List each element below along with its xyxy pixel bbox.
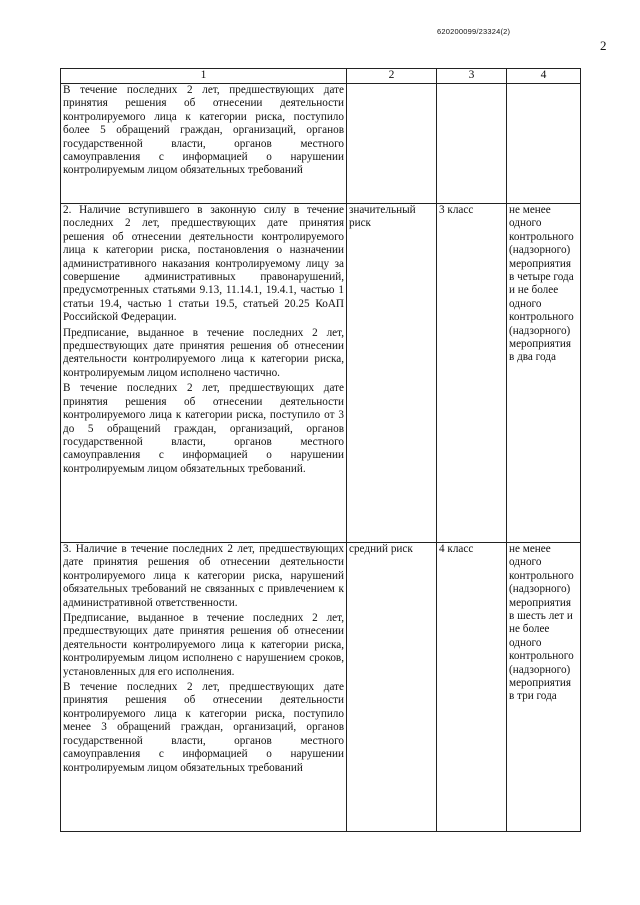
table-header-row bbox=[61, 69, 581, 84]
page-number: 2 bbox=[600, 38, 607, 53]
risk-category-cell bbox=[347, 84, 437, 204]
criteria-paragraph: Предписание, выданное в течение последних 2 лет, предшествующих дате принятия решения об отнесении деятельности контролируемого лица к категории риска, контролируемым лицом исполнено частично. bbox=[63, 326, 344, 379]
criteria-paragraph: Предписание, выданное в течение последних 2 лет, предшествующих дате принятия решения об отнесении деятельности контролируемого лица к категории риска, контролируемым лицом исполнено с нарушением сроков, установленных для его исполнения. bbox=[63, 612, 344, 678]
table-row bbox=[61, 84, 581, 204]
risk-category-cell: значительный риск bbox=[347, 204, 437, 543]
criteria-cell bbox=[61, 84, 347, 204]
criteria-paragraph: В течение последних 2 лет, предшествующих дате принятия решения об отнесении деятельности контролируемого лица к категории риска, поступило более 5 обращений граждан, организаций, органов государственной власти, органов местного самоуправления с информацией о нарушении контролируемым лицом обязательных требований bbox=[63, 84, 344, 177]
hazard-class-cell: 4 класс bbox=[437, 543, 507, 832]
column-header: 1 bbox=[61, 69, 347, 84]
criteria-paragraph: 2. Наличие вступившего в законную силу в течение последних 2 лет, предшествующих дате принятия решения об отнесении деятельности контролируемого лица к категории риска, постановления о назначении административного наказания контролируемому лицу за совершение административных правонарушений, предусмотренных статьями 9.13, 11.14.1, 19.4.1, частью 1 статьи 19.4, частью 1 статьи 19.5, статьей 20.25 КоАП Российской Федерации. bbox=[63, 204, 344, 324]
column-header: 3 bbox=[437, 69, 507, 84]
hazard-class-cell bbox=[437, 84, 507, 204]
column-header: 4 bbox=[507, 69, 581, 84]
inspection-frequency-cell: не менее одного контрольного (надзорного) мероприятия в четыре года и не более одного контрольного (надзорного) мероприятия в два года bbox=[507, 204, 581, 543]
table-row bbox=[61, 543, 581, 832]
criteria-paragraph: 3. Наличие в течение последних 2 лет, предшествующих дате принятия решения об отнесении деятельности контролируемого лица к категории риска, нарушений обязательных требований не связанных с привлечением к административной ответственности. bbox=[63, 543, 344, 609]
criteria-cell bbox=[61, 204, 347, 543]
document-number: 620200099/23324(2) bbox=[437, 27, 511, 36]
criteria-cell bbox=[61, 543, 347, 832]
table-row bbox=[61, 204, 581, 543]
hazard-class-cell: 3 класс bbox=[437, 204, 507, 543]
risk-criteria-table bbox=[60, 68, 581, 832]
inspection-frequency-cell bbox=[507, 84, 581, 204]
column-header: 2 bbox=[347, 69, 437, 84]
inspection-frequency-cell: не менее одного контрольного (надзорного) мероприятия в шесть лет и не более одного контрольного (надзорного) мероприятия в три года bbox=[507, 543, 581, 832]
criteria-paragraph: В течение последних 2 лет, предшествующих дате принятия решения об отнесении деятельности контролируемого лица к категории риска, поступило менее 3 обращений граждан, организаций, органов государственной власти, органов местного самоуправления с информацией о нарушении контролируемым лицом обязательных требований bbox=[63, 681, 344, 774]
risk-category-cell: средний риск bbox=[347, 543, 437, 832]
criteria-paragraph: В течение последних 2 лет, предшествующих дате принятия решения об отнесении деятельности контролируемого лица к категории риска, поступило от 3 до 5 обращений граждан, организаций, органов государственной власти, органов местного самоуправления с информацией о нарушении контролируемым лицом обязательных требований. bbox=[63, 382, 344, 475]
